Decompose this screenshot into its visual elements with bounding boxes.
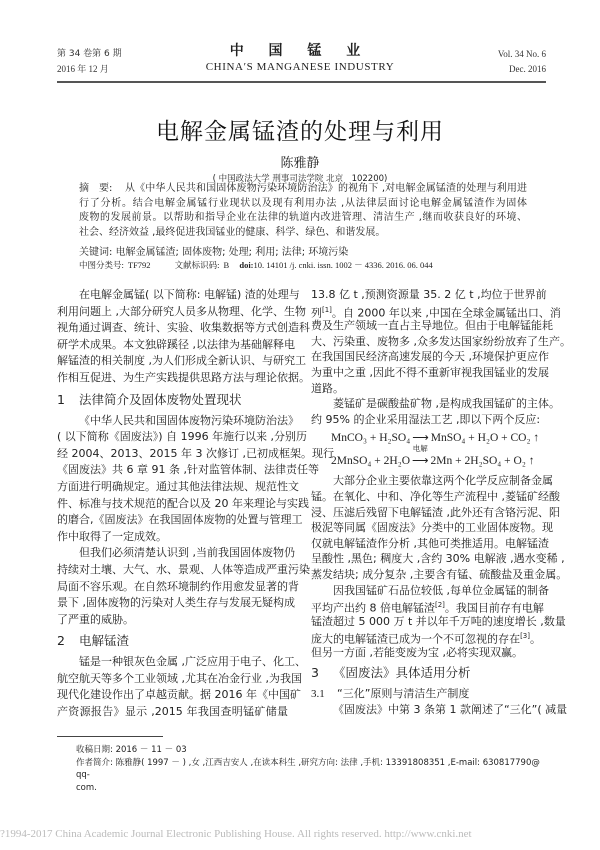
reaction-arrow [412,444,429,473]
doi-label: doi: [239,260,254,270]
issue-info [57,47,122,77]
paragraph-line: 13.8 亿 t ,预测资源量 35. 2 亿 t ,均位于世界前 [311,288,547,301]
abstract-line: 行了分析。结合电解金属锰行业现状以及现有利用办法 ,从法律层面讨论电解金属锰渣作为固体 [79,197,527,209]
footnotes [76,744,546,794]
doc-code-label: 文献标识码: [174,260,220,270]
paragraph-line: 航空航天等多个工业领域 ,尤其在冶金行业 ,为我国 [57,671,302,685]
arrow-glyph: ⟶ [412,455,429,468]
paragraph-line [311,303,561,320]
doi-value: 10. 14101 /j. cnki. issn. 1002 － 4336. 2016. 06. 044 [253,260,433,270]
citation-ref: [2] [435,601,445,610]
article-author: 陈雅静 [280,156,320,171]
header-rule [57,81,546,83]
journal-name-en: CHINA′S MANGANESE INDUSTRY [205,61,395,73]
equation-products: MnSO₄ + H₂O + CO₂ ↑ [430,432,540,445]
abstract-label: 摘 要: [79,183,113,194]
section-heading [311,660,541,686]
article-title: 电解金属锰渣的处理与利用 [156,119,444,145]
section-title: 《固废法》具体适用分析 [333,665,471,681]
paragraph-line: 锰。在氧化、中和、净化等生产流程中 ,菱锰矿经酸 [311,489,560,503]
author-bio-continued: com. [76,782,97,793]
paragraph-line: 解锰渣的相关制度 ,为人们形成全新认识、与研究工 [57,354,306,368]
paragraph-line: 局面不容乐观。在自然环境制约作用愈发显著的背 [57,579,299,593]
paragraph-line: 方面进行明确规定。通过其他法律法规、规范性文 [57,479,299,493]
abstract-text [79,182,527,240]
paragraph-line: 《固废法》共 6 章 91 条 ,针对监管体制、法律责任等 [57,463,319,477]
text-segment: 。自 2000 年以来 ,中国在全球金属锰出口、消 [331,306,561,320]
paragraph-line: 大部分企业主要依靠这两个化学反应制备金属 [333,474,553,488]
classification-line [79,259,437,271]
received-date: 收稿日期: 2016 － 11 － 03 [76,745,187,755]
chemical-equation [311,444,541,473]
paragraph-line: 作相互促进、为生产实践提供思路方法与理论依据。 [57,370,310,384]
section-title: 法律简介及固体废物处置现状 [79,391,242,407]
footnote-rule [57,736,163,737]
subsection-title: “三化”原则与清洁生产制度 [337,687,470,701]
class-label: 中图分类号: [79,260,124,270]
journal-name [160,42,440,74]
paragraph-line: 现代化建设作出了卓越贡献。据 2016 年《中国矿 [57,688,301,702]
paragraph-line: 《中华人民共和国固体废物污染环境防治法》 [79,413,299,427]
keywords-value: 电解金属锰渣; 固体废物; 处理; 利用; 法律; 环境污染 [115,247,349,258]
citation-ref: [3] [520,632,530,641]
citation-ref: [1] [322,305,332,314]
abstract-line: 社会、经济效益 ,最终促进我国锰业的健康、科学、绿色、和谐发展。 [79,226,386,238]
arrow-glyph: ⟶ [412,432,429,445]
text-segment: 庞大的电解锰渣已成为一个不可忽视的存在 [311,632,521,646]
section-number: 1 [57,391,65,407]
text-segment: 列 [311,306,322,320]
section-heading [57,628,288,654]
date-cn: 2016 年 12 月 [57,64,109,74]
paragraph-line: ( 以下简称《固废法》) 自 1996 年施行以来 ,分别历 [57,430,308,444]
section-number: 2 [57,633,65,649]
keywords-label: 关键词: [79,247,113,258]
text-segment: 平均产出约 8 倍电解锰渣 [311,601,435,615]
equation-products: 2Mn + 2H₂SO₄ + O₂ ↑ [430,455,535,468]
reaction-condition: 电解 [412,444,428,454]
abstract [79,182,527,240]
paragraph-line [311,598,544,615]
doc-code-value: B [223,260,230,270]
paragraph-line: 但我们必须清楚认识到 ,当前我国固体废物仍 [79,546,295,560]
paragraph-line: 为重中之重 ,因此不得不重新审视我国锰业的发展 [311,365,549,379]
paragraph-line: 呈酸性 ,黑色; 稠度大 ,含约 30% 电解液 ,遇水变稀 , [311,552,565,566]
date-en: Dec. 2016 [509,64,546,74]
subsection-heading [311,686,541,702]
paragraph-line: 道路。 [311,381,344,395]
equation-reactants: MnCO₃ + H₂SO₄ [331,432,411,445]
paragraph-line: 蒸发结块; 成分复杂 ,主要含有锰、硫酸盐及重金属。 [311,567,568,581]
paragraph-line: 景下 ,固体废物的污染对人类生存与发展无疑构成 [57,596,295,610]
paragraph-line: 持续对土壤、大气、水、景观、人体等造成严重污染 , [57,562,317,576]
paragraph-line: 约 95% 的企业采用湿法工艺 ,即以下两个反应: [311,412,541,426]
subsection-number: 3.1 [311,688,325,701]
keywords [79,243,348,258]
volume-cn: 第 34 卷第 6 期 [57,49,122,59]
paragraph-line: 锰是一种银灰色金属 ,广泛应用于电子、化工、 [79,655,306,669]
class-value: TF792 [127,260,151,270]
issue-info-en [498,47,546,77]
paragraph-line: 因我国锰矿石品位较低 ,每单位金属锰的制备 [333,583,549,597]
paragraph-line: 利用问题上 ,大部分研究人员多从物理、化学、生物 [57,304,306,318]
paragraph-line: 研学术成果。本文独辟蹊径 ,以法律为基础解释电 [57,337,295,351]
section-heading [57,387,288,413]
paragraph-line: 费及生产领域一直占主导地位。但由于电解锰能耗 [311,319,553,333]
journal-name-cn: 中 国 锰 业 [229,43,371,59]
paragraph-line: 在我国国民经济高速发展的今天 ,环境保护更应作 [311,350,549,364]
copyright-notice: ?1994-2017 China Academic Journal Electronic Publishing House. All rights reserved. http://www.cnki.net [0,828,472,840]
paragraph-line: 作中取得了一定成效。 [57,529,167,543]
volume-en: Vol. 34 No. 6 [497,49,546,59]
paragraph-line: 浸、压滤后残留下电解锰渣 ,此外还有含铬污泥、阳 [311,505,560,519]
paragraph-line: 《固废法》中第 3 条第 1 款阐述了“三化”( 减量 [333,703,568,717]
paragraph-line: 极泥等同属《固废法》分类中的工业固体废物。现 [311,521,553,535]
paragraph-line: 的磨合,《固废法》在我国固体废物的处置与管理工 [57,513,303,527]
equation-reactants: 2MnSO₄ + 2H₂O [331,455,411,468]
paragraph-line: 产资源报告》显示 ,2015 年我国查明锰矿储量 [57,705,288,719]
text-segment: 。 [530,632,542,646]
paragraph-line: 锰渣超过 5 000 万 t 并以年千万吨的速度增长 ,数量 [311,614,566,628]
paragraph-line: 视角通过调查、统计、实验、收集数据等方式创造科 [57,321,310,335]
body-column-right [311,287,571,718]
abstract-line: 废物的发展前景。以帮助和指导企业在法律的轨道内改进管理、清洁生产 ,继而收获良好的环境、 [79,212,527,223]
abstract-line: 从《中华人民共和国固体废物污染环境防治法》的视角下 ,对电解金属锰渣的处理与利用进 [125,183,527,194]
text-segment: 。我国目前存有电解 [444,601,544,615]
paragraph-line: 菱锰矿是碳酸盐矿物 ,是构成我国锰矿的主体。 [333,397,560,411]
paragraph-line: 在电解金属锰( 以下简称: 电解锰) 渣的处理与 [79,288,300,301]
author-bio: 作者简介: 陈雅静( 1997 － ) ,女 ,江西吉安人 ,在读本科生 ,研究方向: 法律 ,手机: 13391808351 ,E-mail: 630817790@ qq- [76,757,540,780]
paragraph-line: 大、污染重、废物多 ,众多发达国家纷纷放弃了生产。 [311,334,571,348]
paragraph-line [311,629,541,645]
paragraph-line: 仅就电解锰渣作分析 ,其他可类推适用。电解锰渣 [311,536,549,550]
paragraph-line: 了严重的威胁。 [57,612,134,626]
section-title: 电解锰渣 [79,633,130,649]
author-affiliation: ( 中国政法大学 刑事司法学院 北京 102200) [212,174,388,184]
paragraph-line: 但另一方面 ,若能变废为宝 ,必将实现双赢。 [311,645,523,659]
section-number: 3 [311,665,319,681]
paragraph-line: 件、标准与技术规范的配合以及 20 年来理论与实践 [57,496,309,510]
paragraph-line: 经 2004、2013、2015 年 3 次修订 ,已初成框架。现行 [57,446,334,460]
